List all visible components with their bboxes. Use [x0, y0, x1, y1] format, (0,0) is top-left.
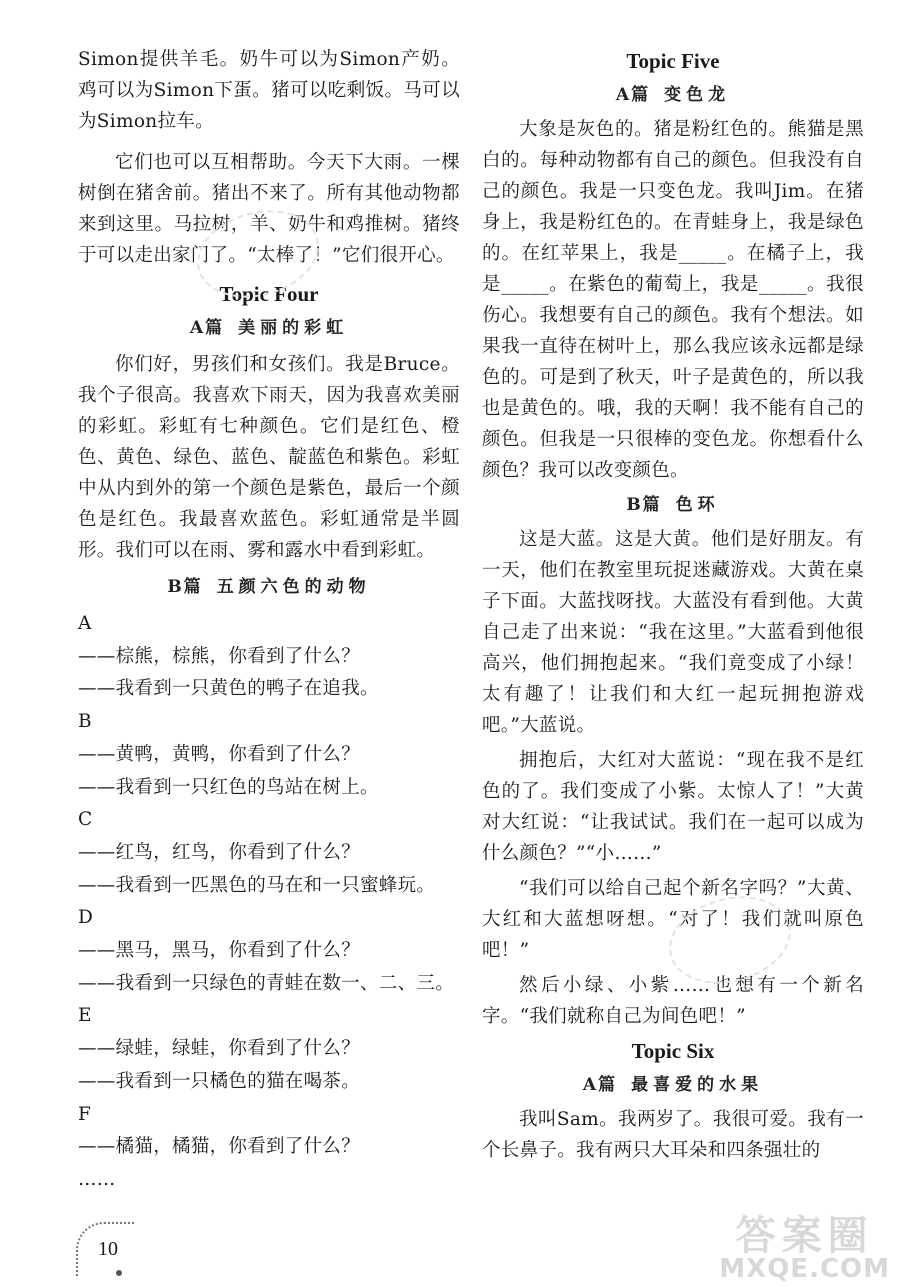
paragraph: Simon提供羊毛。奶牛可以为Simon产奶。鸡可以为Simon下蛋。猪可以吃剩饭。马可以为Simon拉车。: [78, 49, 460, 132]
dialog-list: [78, 608, 460, 1197]
page-number: 10: [98, 1238, 118, 1260]
paragraph: 大象是灰色的。猪是粉红色的。熊猫是黑白的。每种动物都有自己的颜色。但我没有自己的颜色。我是一只变色龙。我叫Jim。在猪身上，我是粉红色的。在青蛙身上，我是绿色的。在红苹果上，我是_____。在橘子上，我是_____。在紫色的葡萄上，我是_____。我很伤心。我想要有自己的颜色。我有个想法。如果我一直待在树叶上，那么我应该永远都是绿色的。可是到了秋天，叶子是黄色的，所以我也是黄色的。哦，我的天啊！我不能有自己的颜色。但我是一只很棒的变色龙。你想看什么颜色？我可以改变颜色。: [482, 119, 864, 481]
paragraph: 拥抱后，大红对大蓝说：“现在我不是红色的了。我们变成了小紫。太惊人了！”大黄对大红说：“让我试试。我们在一起可以成为什么颜色？”“小……”: [482, 750, 864, 864]
section-label: A篇: [615, 85, 651, 105]
section-label: B篇: [167, 577, 203, 597]
dialog-line: ——黄鸭，黄鸭，你看到了什么？: [78, 743, 361, 765]
section-heading: [482, 488, 864, 522]
section-heading: [78, 311, 460, 345]
dialog-line: ……: [78, 1168, 116, 1190]
dialog-line: ——我看到一匹黑色的马在和一只蜜蜂玩。: [78, 874, 436, 896]
dialog-line: ——绿蛙，绿蛙，你看到了什么？: [78, 1038, 361, 1060]
right-column: [482, 44, 864, 1166]
page-number-dot: [116, 1270, 122, 1276]
section-title: 色环: [675, 495, 720, 515]
paragraph: 它们也可以互相帮助。今天下大雨。一棵树倒在猪舍前。猪出不来了。所有其他动物都来到这里。马拉树，羊、奶牛和鸡推树。猪终于可以走出家门了。“太棒了！”它们很开心。: [78, 152, 460, 266]
section-title: 美丽的彩虹: [238, 318, 349, 338]
dialog-line: D: [78, 907, 94, 929]
section-heading: [482, 1068, 864, 1102]
dialog-line: F: [78, 1103, 92, 1125]
dialog-line: ——棕熊，棕熊，你看到了什么？: [78, 645, 361, 667]
section-heading: [78, 570, 460, 604]
section-label: A篇: [189, 318, 225, 338]
topic-heading: Topic Four: [219, 282, 319, 306]
section-title: 变色龙: [664, 85, 731, 105]
topic-heading: Topic Six: [631, 1039, 715, 1063]
watermark-logo: [719, 1213, 890, 1284]
dialog-line: E: [78, 1005, 92, 1027]
paragraph: 然后小绿、小紫……也想有一个新名字。“我们就称自己为间色吧！”: [482, 975, 864, 1027]
paragraph: 你们好，男孩们和女孩们。我是Bruce。我个子很高。我喜欢下雨天，因为我喜欢美丽的彩虹。彩虹有七种颜色。它们是红色、橙色、黄色、绿色、蓝色、靛蓝色和紫色。彩虹中从内到外的第一个颜色是紫色，最后一个颜色是红色。我最喜欢蓝色。彩虹通常是半圆形。我们可以在雨、雾和露水中看到彩虹。: [78, 354, 460, 561]
dialog-line: ——红鸟，红鸟，你看到了什么？: [78, 841, 361, 863]
paragraph: “我们可以给自己起个新名字吗？”大黄、大红和大蓝想呀想。“对了！我们就叫原色吧！”: [482, 878, 864, 961]
dialog-line: B: [78, 711, 92, 733]
dialog-line: ——我看到一只绿色的青蛙在数一、二、三。: [78, 972, 455, 994]
section-heading: [482, 78, 864, 112]
paragraph: 这是大蓝。这是大黄。他们是好朋友。有一天，他们在教室里玩捉迷藏游戏。大黄在桌子下面。大蓝找呀找。大蓝没有看到他。大黄自己走了出来说：“我在这里。”大蓝看到他很高兴，他们拥抱起来。“我们竟变成了小绿！太有趣了！让我们和大红一起玩拥抱游戏吧。”大蓝说。: [482, 529, 864, 736]
dialog-line: A: [78, 613, 92, 634]
watermark-line: MXQE.COM: [719, 1254, 890, 1284]
dialog-line: ——我看到一只黄色的鸭子在追我。: [78, 678, 379, 700]
dialog-line: ——黑马，黑马，你看到了什么？: [78, 940, 361, 962]
watermark-line: 答案圈: [735, 1213, 874, 1259]
section-label: A篇: [582, 1075, 618, 1095]
paragraph: 我叫Sam。我两岁了。我很可爱。我有一个长鼻子。我有两只大耳朵和四条强壮的: [482, 1109, 864, 1161]
section-title: 五颜六色的动物: [216, 577, 371, 597]
section-label: B篇: [626, 495, 662, 515]
dialog-line: ——我看到一只橘色的猫在喝茶。: [78, 1070, 361, 1092]
dialog-line: C: [78, 809, 93, 831]
dialog-line: ——橘猫，橘猫，你看到了什么？: [78, 1136, 361, 1158]
section-title: 最喜爱的水果: [631, 1075, 764, 1095]
dialog-line: ——我看到一只红色的鸟站在树上。: [78, 776, 379, 798]
topic-heading: Topic Five: [626, 49, 720, 73]
